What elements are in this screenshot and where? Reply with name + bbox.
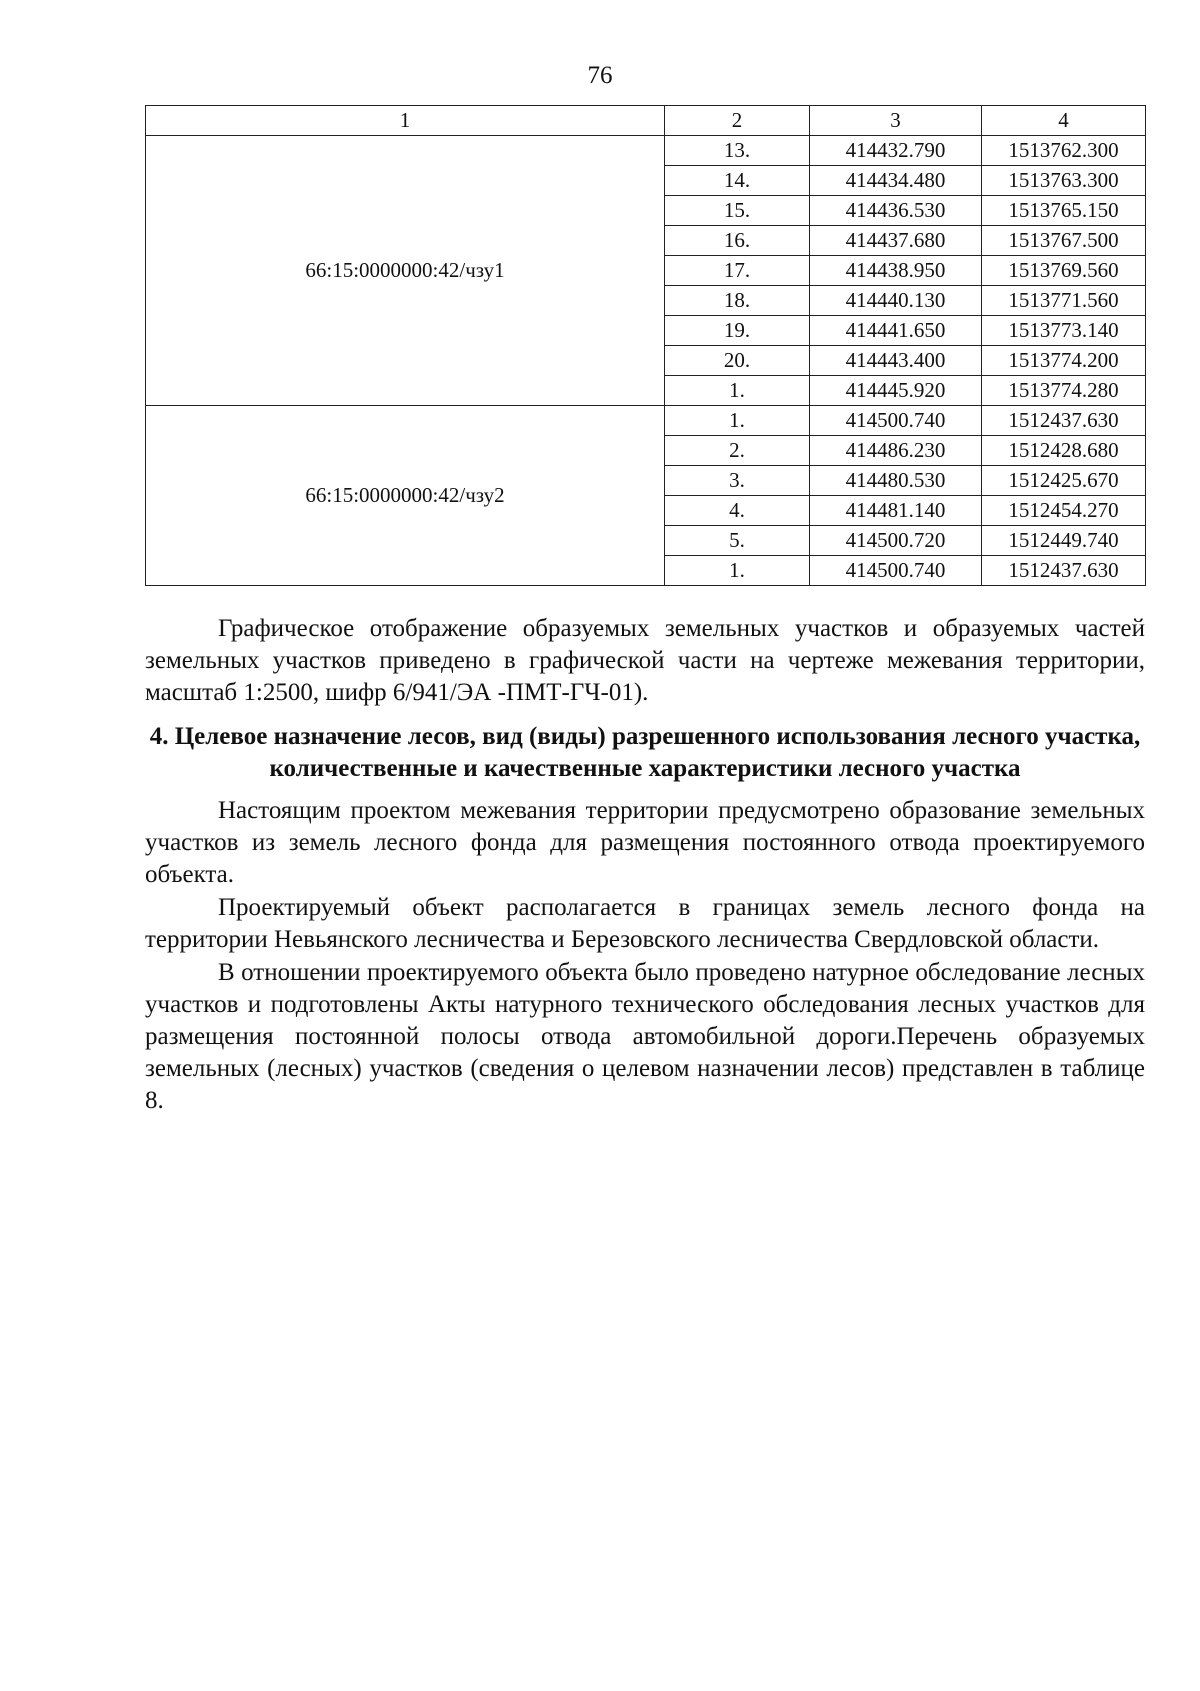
paragraph: Проектируемый объект располагается в границах земель лесного фонда на территории Невьянского лесничества и Березовского лесничества Свердловской области. [145,894,1145,953]
coord-x: 414441.650 [810,316,982,346]
header-cell: 1 [146,106,665,136]
coord-x: 414438.950 [810,256,982,286]
point-number: 18. [665,286,810,316]
coord-y: 1513771.560 [982,286,1146,316]
coord-x: 414443.400 [810,346,982,376]
point-number: 5. [665,526,810,556]
coord-y: 1513773.140 [982,316,1146,346]
coord-x: 414436.530 [810,196,982,226]
point-number: 14. [665,166,810,196]
coord-y: 1512437.630 [982,406,1146,436]
coord-y: 1513769.560 [982,256,1146,286]
coord-x: 414434.480 [810,166,982,196]
coord-y: 1513767.500 [982,226,1146,256]
coord-y: 1512437.630 [982,556,1146,586]
coord-x: 414480.530 [810,466,982,496]
coord-x: 414500.740 [810,556,982,586]
point-number: 2. [665,436,810,466]
point-number: 1. [665,556,810,586]
header-cell: 4 [982,106,1146,136]
point-number: 1. [665,406,810,436]
parcel-cell: 66:15:0000000:42/чзу2 [146,406,665,586]
coord-x: 414445.920 [810,376,982,406]
paragraph-graphic-reference: Графическое отображение образуемых земельных участков и образуемых частей земельных участков приведено в графической части на чертеже межевания территории, масштаб 1:2500, шифр 6/941/ЭА -ПМТ-ГЧ-01). [145,615,1145,706]
coord-x: 414437.680 [810,226,982,256]
paragraph: Настоящим проектом межевания территории предусмотрено образование земельных участков из земель лесного фонда для размещения постоянного отвода проектируемого объекта. [145,797,1145,888]
coord-y: 1513763.300 [982,166,1146,196]
point-number: 15. [665,196,810,226]
paragraph: В отношении проектируемого объекта было проведено натурное обследование лесных участков и подготовлены Акты натурного технического обследования лесных участков для размещения постоянной полосы отвода автомобильной дороги.Перечень образуемых земельных (лесных) участков (сведения о целевом назначении лесов) представлен в таблице 8. [145,959,1145,1114]
coord-x: 414486.230 [810,436,982,466]
coord-x: 414481.140 [810,496,982,526]
document-body [145,613,1145,1117]
coord-y: 1512425.670 [982,466,1146,496]
table-header-row [146,106,1146,136]
page-number: 76 [587,62,613,89]
point-number: 3. [665,466,810,496]
point-number: 16. [665,226,810,256]
coord-x: 414440.130 [810,286,982,316]
coord-x: 414500.720 [810,526,982,556]
coord-x: 414500.740 [810,406,982,436]
coord-y: 1513774.200 [982,346,1146,376]
table-row [146,406,1146,436]
point-number: 20. [665,346,810,376]
coordinates-table [145,105,1146,586]
coord-y: 1512428.680 [982,436,1146,466]
coord-y: 1512454.270 [982,496,1146,526]
coord-y: 1512449.740 [982,526,1146,556]
point-number: 13. [665,136,810,166]
point-number: 1. [665,376,810,406]
point-number: 19. [665,316,810,346]
header-cell: 3 [810,106,982,136]
section-heading: 4. Целевое назначение лесов, вид (виды) разрешенного использования лесного участка, количественные и качественные характеристики лесного участка [149,723,1141,782]
coord-y: 1513762.300 [982,136,1146,166]
header-cell: 2 [665,106,810,136]
point-number: 17. [665,256,810,286]
point-number: 4. [665,496,810,526]
table-row [146,136,1146,166]
coord-y: 1513765.150 [982,196,1146,226]
coord-x: 414432.790 [810,136,982,166]
coord-y: 1513774.280 [982,376,1146,406]
parcel-cell: 66:15:0000000:42/чзу1 [146,136,665,406]
